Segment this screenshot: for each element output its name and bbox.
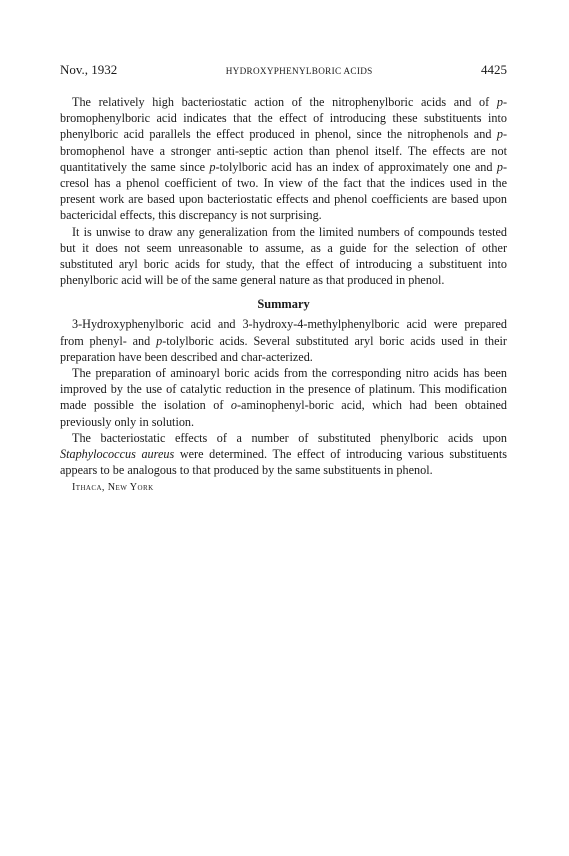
text-run: The bacteriostatic effects of a number of substituted phenylboric acids upon [72, 430, 507, 445]
summary-heading: Summary [257, 297, 310, 312]
paragraph-bacteriostatic-action [60, 94, 507, 224]
text-run: 3-Hydroxyphenylboric acid and 3-hydroxy-4-methylphenylboric acid were prepared from phenyl- and [60, 317, 507, 348]
paragraph-summary-preparation [60, 316, 507, 365]
text-run: were determined. The effect of introducing various substituents appears to be analogous to that produced by the same substituents in phenol. [60, 447, 507, 478]
italic-prefix: o [230, 398, 237, 413]
page-header [60, 62, 507, 80]
running-title: HYDROXYPHENYLBORIC ACIDS [225, 66, 373, 76]
italic-prefix: p [496, 127, 503, 142]
italic-prefix: p [156, 333, 163, 348]
text-run: The relatively high bacteriostatic action of the nitrophenylboric acids and of [72, 95, 497, 109]
italic-prefix: p [496, 95, 503, 109]
paragraph-generalization: It is unwise to draw any generalization from the limited numbers of compounds tested but it does not seem unreasonable to assume, as a guide for the selection of other substituted aryl boric acids for study, that the effect of introducing a substituent into phenylboric acid will be of the same general nature as that produced in phenol. [60, 224, 507, 288]
text-run: -cresol has a phenol coefficient of two. In view of the fact that the indices used in the present work are based upon bacteriostatic effects and phenol coefficients are based upon bactericidal effects, this discrepancy is not surprising. [60, 159, 507, 223]
text-run: -tolylboric acids. Several substituted aryl boric acids used in their preparation have been described and char-acterized. [60, 333, 507, 364]
text-run: -bromophenol have a stronger anti-septic action than phenol itself. The effects are not quantitatively the same since [60, 127, 507, 174]
text-run: -bromophenylboric acid indicates that the effect of introducing these substituents into phenylboric acid parallels the effect produced in phenol, since the nitrophenols and [60, 95, 507, 142]
paragraph-summary-bacteriostatic [60, 430, 507, 479]
italic-prefix: p [209, 159, 216, 174]
text-run: The preparation of aminoaryl boric acids from the corresponding nitro acids has been improved by the use of catalytic reduction in the presence of platinum. This modification made possible the isolation of [60, 366, 507, 413]
journal-page [60, 62, 507, 496]
paragraph-summary-aminoaryl [60, 365, 507, 430]
text-run: -tolylboric acid has an index of approximately one and [215, 159, 497, 174]
text-run: -aminophenyl-boric acid, which had been obtained previously only in solution. [60, 398, 507, 429]
author-location: Ithaca, New York [72, 482, 154, 494]
issue-date: Nov., 1932 [60, 62, 118, 77]
italic-prefix: p [496, 159, 503, 174]
organism-name: Staphylococcus aureus [60, 447, 175, 462]
page-number: 4425 [480, 62, 507, 77]
